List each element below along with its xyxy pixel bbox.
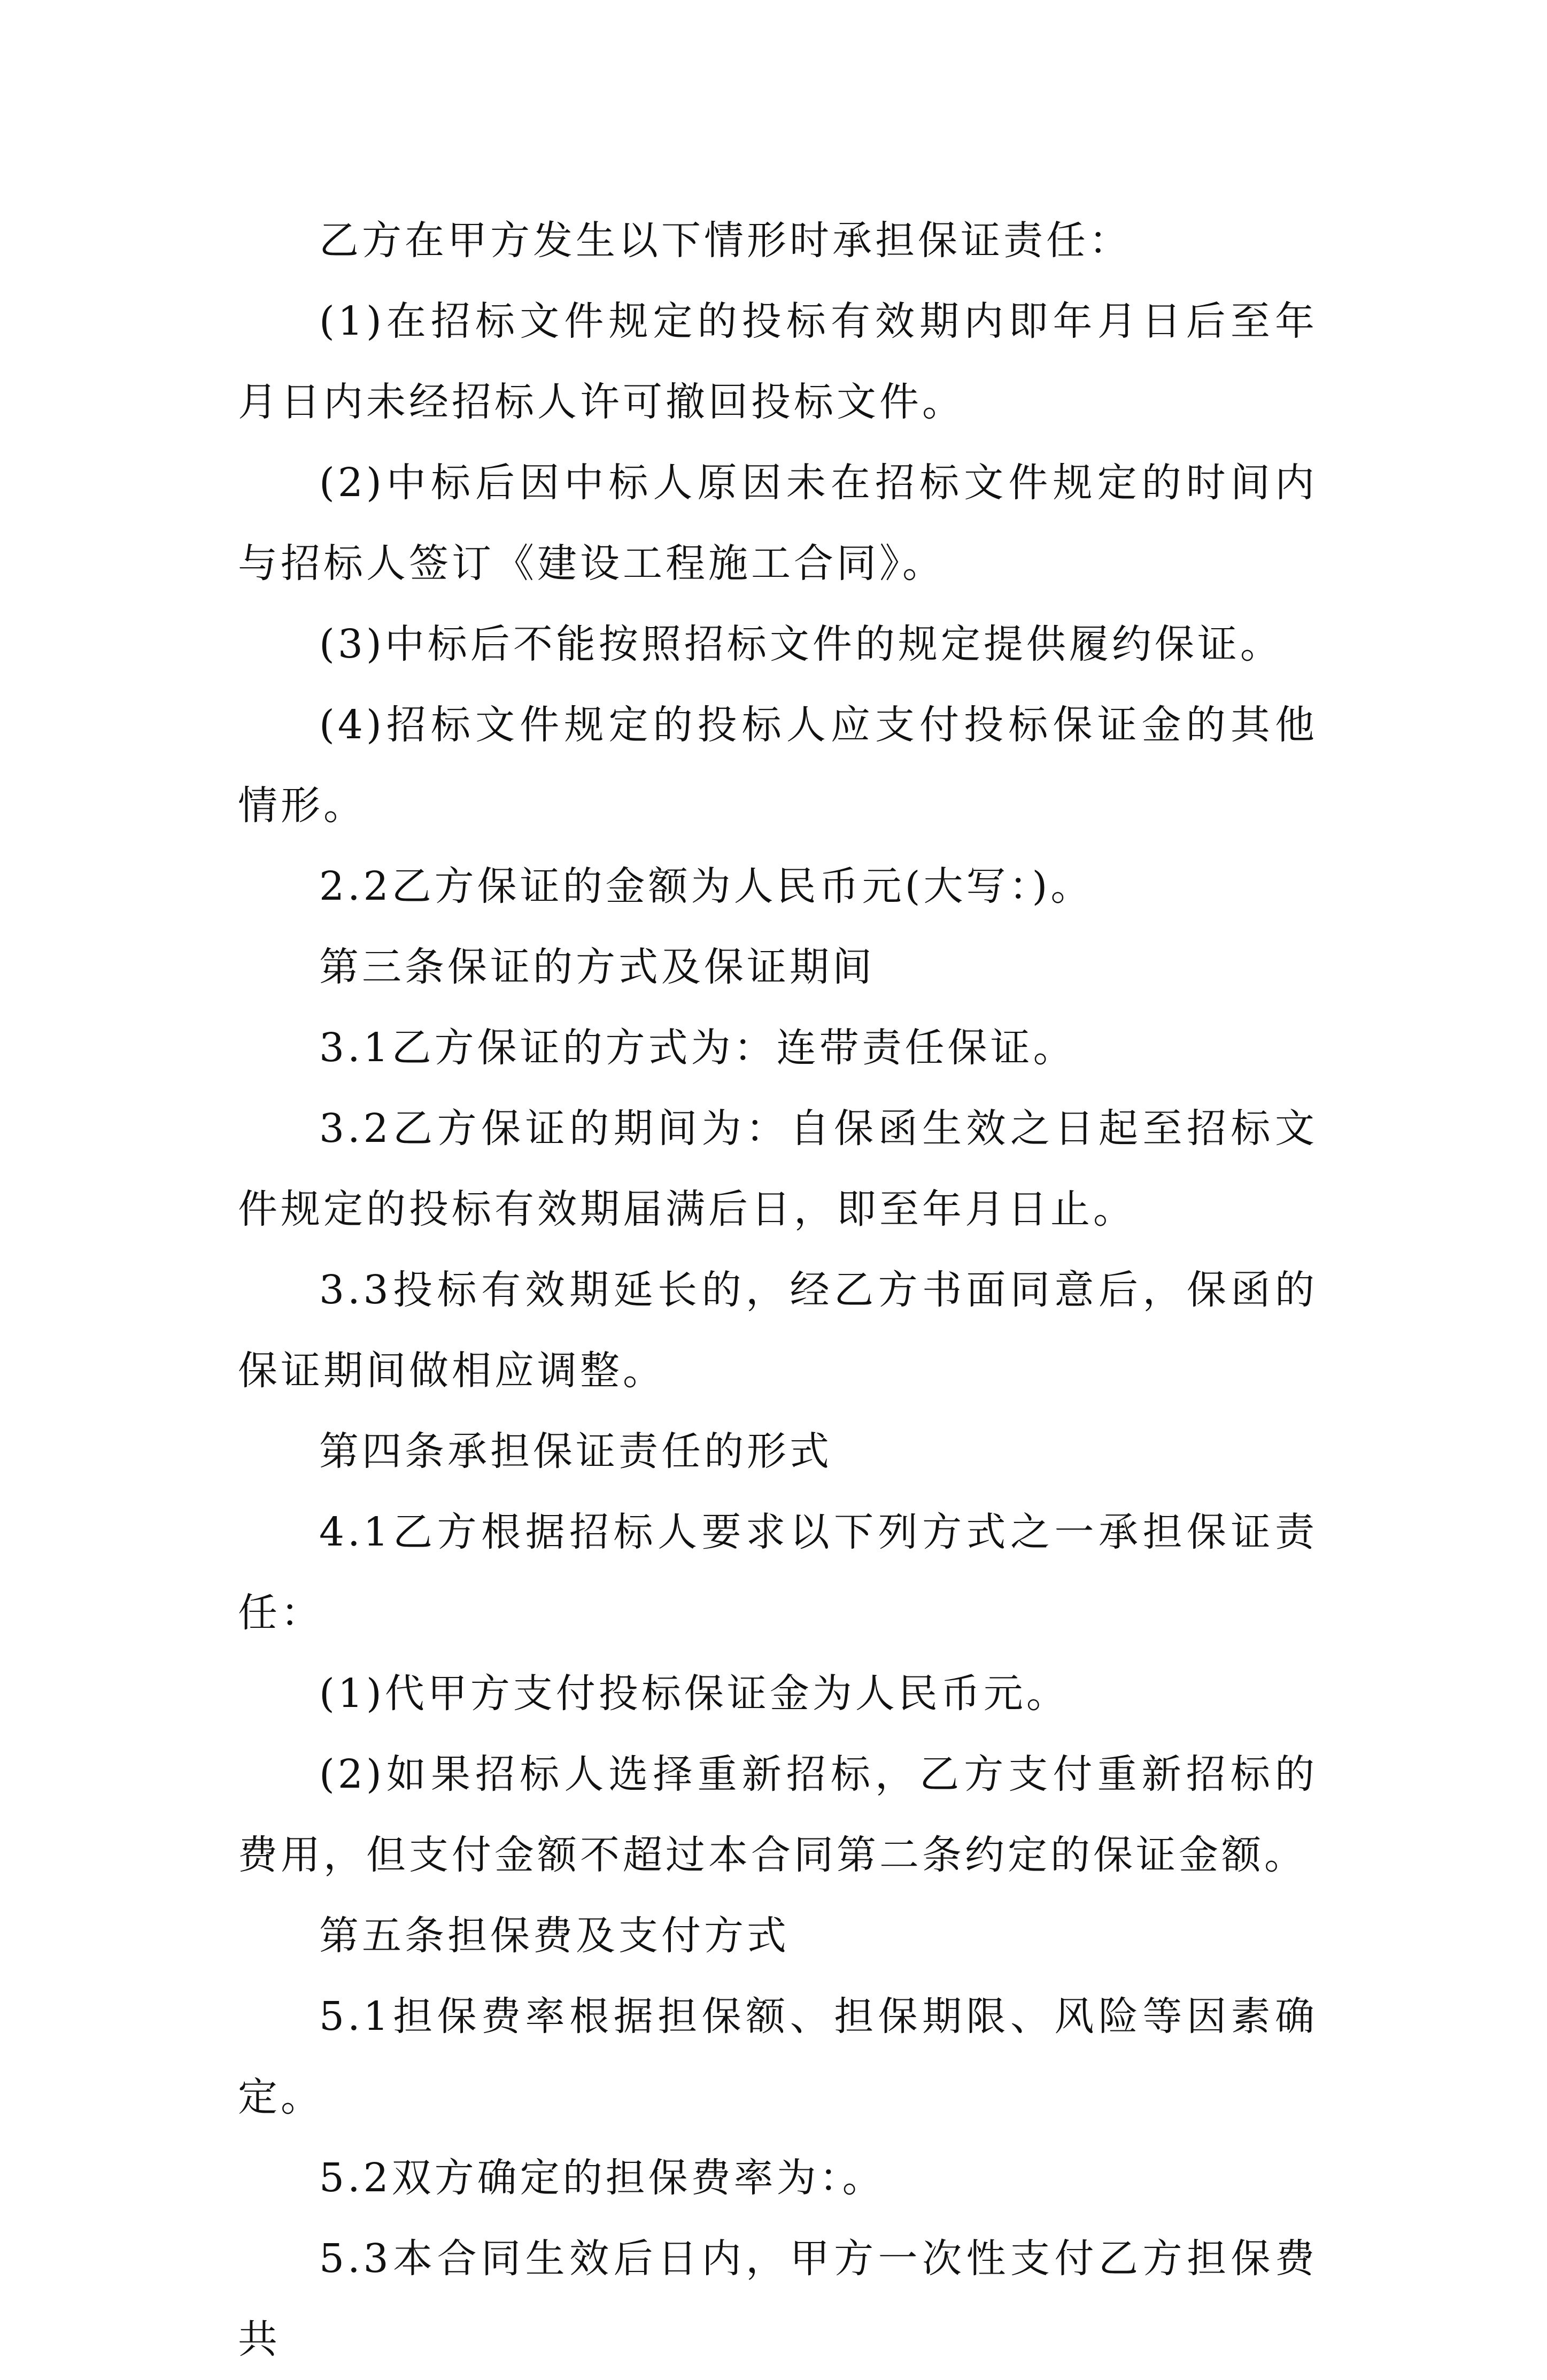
- paragraph-2-2: 2.2乙方保证的金额为人民币元(大写：)。: [319, 863, 1094, 909]
- paragraph-5-3: 5.3本合同生效后日内，甲方一次性支付乙方担保费共: [238, 2236, 1318, 2362]
- heading-article-4: 第四条承担保证责任的形式: [319, 1428, 832, 1474]
- paragraph-5-2: 5.2双方确定的担保费率为：。: [319, 2155, 885, 2201]
- paragraph-4-1: 4.1乙方根据招标人要求以下列方式之一承担保证责任：: [238, 1509, 1318, 1636]
- paragraph-3-1: 3.1乙方保证的方式为：连带责任保证。: [319, 1025, 1076, 1071]
- paragraph-item-3: (3)中标后不能按照招标文件的规定提供履约保证。: [319, 621, 1283, 667]
- paragraph-4-1-item-1: (1)代甲方支付投标保证金为人民币元。: [319, 1671, 1069, 1717]
- paragraph-item-2: (2)中标后因中标人原因未在招标文件规定的时间内与招标人签订《建设工程施工合同》。: [238, 460, 1318, 586]
- paragraph-item-4: (4)招标文件规定的投标人应支付投标保证金的其他情形。: [238, 702, 1318, 829]
- paragraph-5-1: 5.1担保费率根据担保额、担保期限、风险等因素确定。: [238, 1993, 1318, 2120]
- paragraph-3-3: 3.3投标有效期延长的，经乙方书面同意后，保函的保证期间做相应调整。: [238, 1267, 1318, 1394]
- paragraph-4-1-item-2: (2)如果招标人选择重新招标，乙方支付重新招标的费用，但支付金额不超过本合同第二条约定的保证金额。: [238, 1751, 1318, 1878]
- paragraph-item-1: (1)在招标文件规定的投标有效期内即年月日后至年月日内未经招标人许可撤回投标文件。: [238, 298, 1318, 425]
- heading-article-5: 第五条担保费及支付方式: [319, 1913, 790, 1959]
- document-body: [238, 200, 1318, 2380]
- paragraph-3-2: 3.2乙方保证的期间为：自保函生效之日起至招标文件规定的投标有效期届满后日，即至年月日止。: [238, 1106, 1318, 1232]
- paragraph-guarantee-conditions: 乙方在甲方发生以下情形时承担保证责任：: [319, 218, 1132, 264]
- heading-article-3: 第三条保证的方式及保证期间: [319, 944, 875, 990]
